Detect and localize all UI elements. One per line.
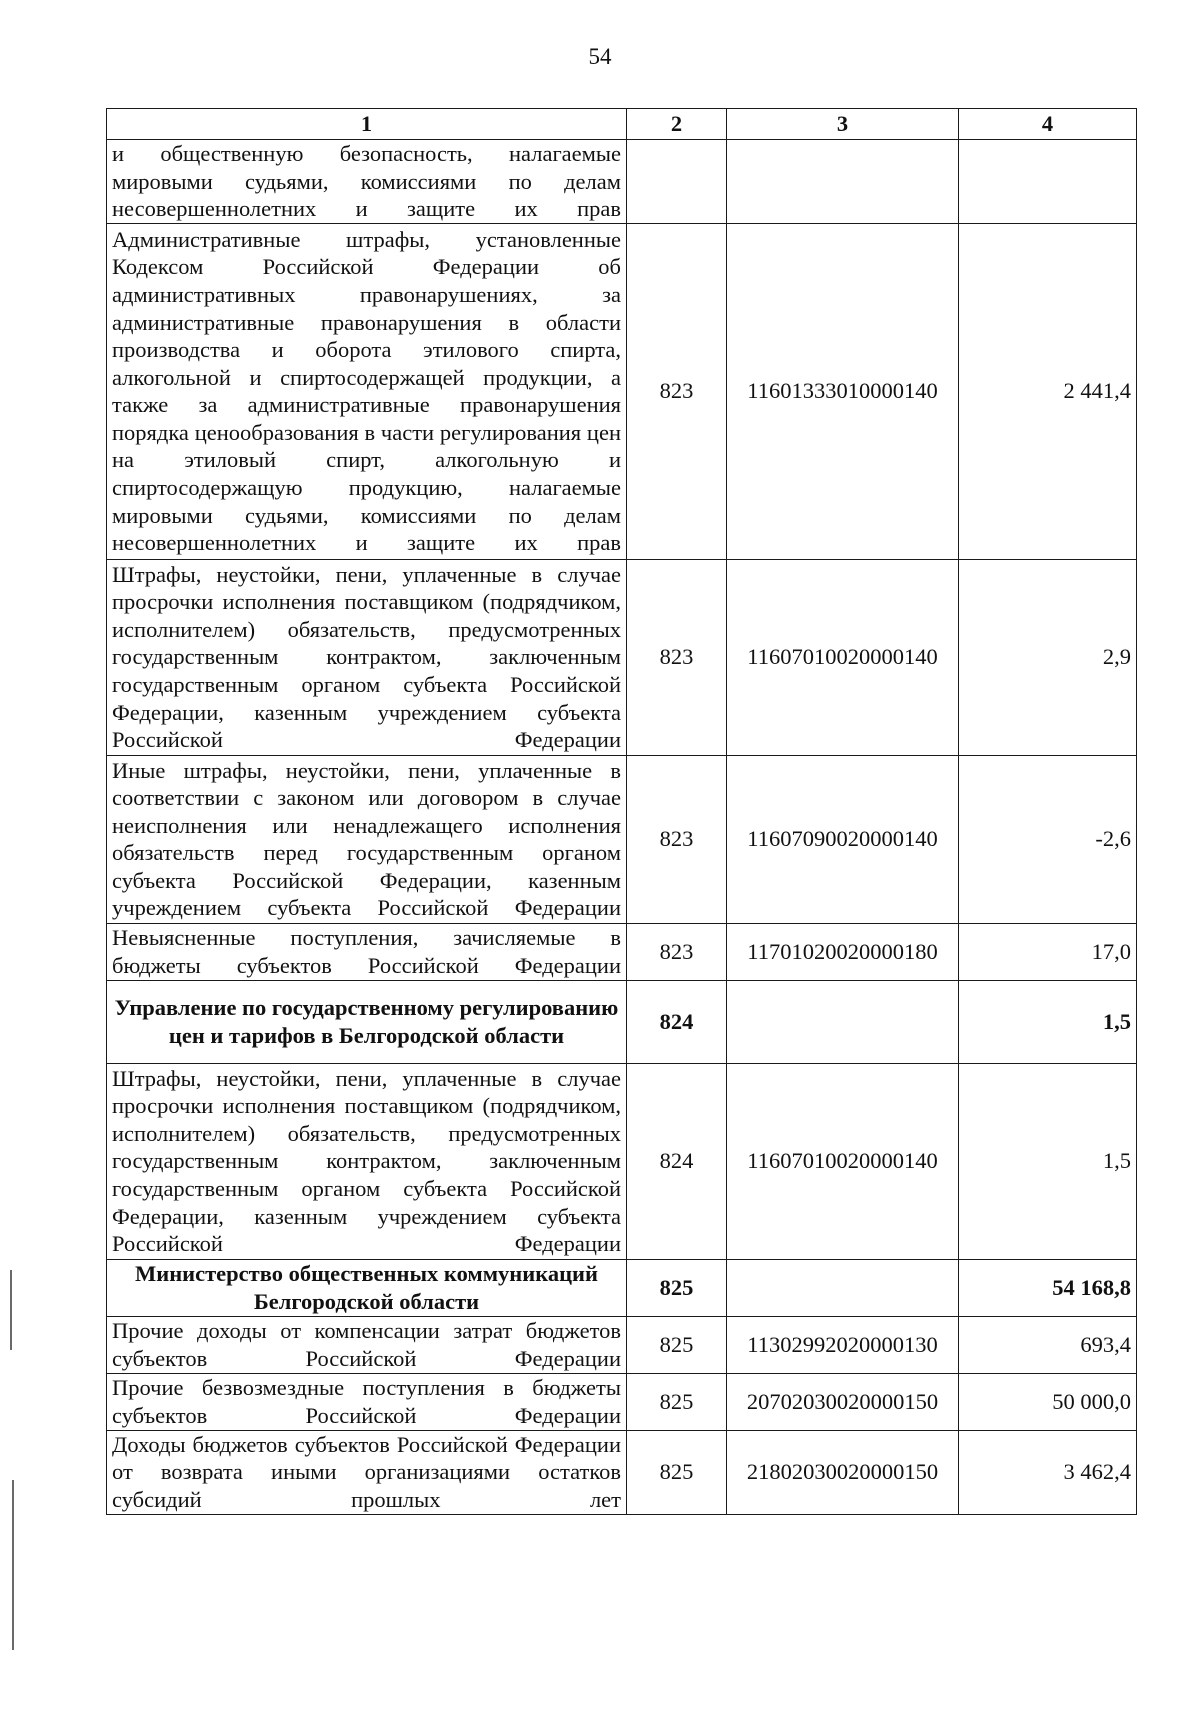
row-admin-code: 825 xyxy=(627,1430,727,1514)
row-budget-code: 11607090020000140 xyxy=(727,755,959,923)
revenue-table xyxy=(106,108,1137,1515)
row-amount: 54 168,8 xyxy=(959,1259,1137,1316)
row-admin-code: 823 xyxy=(627,923,727,980)
row-description: Министерство общественных коммуникаций Белгородской области xyxy=(107,1259,627,1316)
row-description: Штрафы, неустойки, пени, уплаченные в случае просрочки исполнения поставщиком (подрядчиком, исполнителем) обязательств, предусмотренных государственным контрактом, заключенным государственным органом субъекта Российской Федерации, казенным учреждением субъекта Российской Федерации xyxy=(107,1063,627,1259)
row-admin-code: 825 xyxy=(627,1259,727,1316)
row-budget-code: 11302992020000130 xyxy=(727,1316,959,1373)
table-row xyxy=(107,1430,1137,1514)
column-header-3: 3 xyxy=(727,109,959,140)
row-description: Невыясненные поступления, зачисляемые в бюджеты субъектов Российской Федерации xyxy=(107,923,627,980)
row-budget-code: 11701020020000180 xyxy=(727,923,959,980)
row-budget-code: 21802030020000150 xyxy=(727,1430,959,1514)
row-budget-code: 11607010020000140 xyxy=(727,1063,959,1259)
row-description: Иные штрафы, неустойки, пени, уплаченные в соответствии с законом или договором в случае неисполнения или ненадлежащего исполнения обязательств перед государственным органом субъекта Российской Федерации, казенным учреждением субъекта Российской Федерации xyxy=(107,755,627,923)
row-admin-code xyxy=(627,140,727,224)
scan-edge-mark xyxy=(10,1270,12,1350)
table-row-section-header xyxy=(107,980,1137,1063)
row-description: Административные штрафы, установленные Кодексом Российской Федерации об административных правонарушениях, за административные правонарушения в области производства и оборота этилового спирта, алкогольной и спиртосодержащей продукции, а также за административные правонарушения порядка ценообразования в части регулирования цен на этиловый спирт, алкогольную и спиртосодержащую продукцию, налагаемые мировыми судьями, комиссиями по делам несовершеннолетних и защите их прав xyxy=(107,223,627,559)
row-amount: 2 441,4 xyxy=(959,223,1137,559)
row-description: Прочие безвозмездные поступления в бюджеты субъектов Российской Федерации xyxy=(107,1373,627,1430)
table-row xyxy=(107,1316,1137,1373)
row-description: Прочие доходы от компенсации затрат бюджетов субъектов Российской Федерации xyxy=(107,1316,627,1373)
table-row xyxy=(107,1373,1137,1430)
scan-edge-mark xyxy=(12,1480,14,1650)
table-row xyxy=(107,923,1137,980)
row-description: Управление по государственному регулированию цен и тарифов в Белгородской области xyxy=(107,980,627,1063)
table-row xyxy=(107,1063,1137,1259)
row-admin-code: 825 xyxy=(627,1316,727,1373)
row-budget-code xyxy=(727,140,959,224)
row-admin-code: 823 xyxy=(627,223,727,559)
column-header-4: 4 xyxy=(959,109,1137,140)
row-admin-code: 823 xyxy=(627,559,727,755)
row-amount: 50 000,0 xyxy=(959,1373,1137,1430)
row-amount: 17,0 xyxy=(959,923,1137,980)
row-budget-code: 20702030020000150 xyxy=(727,1373,959,1430)
table-row xyxy=(107,223,1137,559)
row-amount xyxy=(959,140,1137,224)
table-row xyxy=(107,755,1137,923)
row-admin-code: 825 xyxy=(627,1373,727,1430)
row-admin-code: 824 xyxy=(627,1063,727,1259)
row-budget-code: 11607010020000140 xyxy=(727,559,959,755)
table-row xyxy=(107,559,1137,755)
row-admin-code: 823 xyxy=(627,755,727,923)
row-description: Штрафы, неустойки, пени, уплаченные в случае просрочки исполнения поставщиком (подрядчиком, исполнителем) обязательств, предусмотренных государственным контрактом, заключенным государственным органом субъекта Российской Федерации, казенным учреждением субъекта Российской Федерации xyxy=(107,559,627,755)
table-row xyxy=(107,140,1137,224)
page-number: 54 xyxy=(588,44,612,69)
row-budget-code xyxy=(727,1259,959,1316)
table-row-section-header xyxy=(107,1259,1137,1316)
row-amount: 1,5 xyxy=(959,1063,1137,1259)
row-amount: 3 462,4 xyxy=(959,1430,1137,1514)
row-budget-code: 11601333010000140 xyxy=(727,223,959,559)
row-admin-code: 824 xyxy=(627,980,727,1063)
row-amount: 2,9 xyxy=(959,559,1137,755)
row-amount: -2,6 xyxy=(959,755,1137,923)
column-header-1: 1 xyxy=(107,109,627,140)
row-description: и общественную безопасность, налагаемые мировыми судьями, комиссиями по делам несовершеннолетних и защите их прав xyxy=(107,140,627,224)
row-budget-code xyxy=(727,980,959,1063)
column-header-2: 2 xyxy=(627,109,727,140)
table-header-row xyxy=(107,109,1137,140)
row-amount: 1,5 xyxy=(959,980,1137,1063)
row-description: Доходы бюджетов субъектов Российской Федерации от возврата иными организациями остатков субсидий прошлых лет xyxy=(107,1430,627,1514)
row-amount: 693,4 xyxy=(959,1316,1137,1373)
